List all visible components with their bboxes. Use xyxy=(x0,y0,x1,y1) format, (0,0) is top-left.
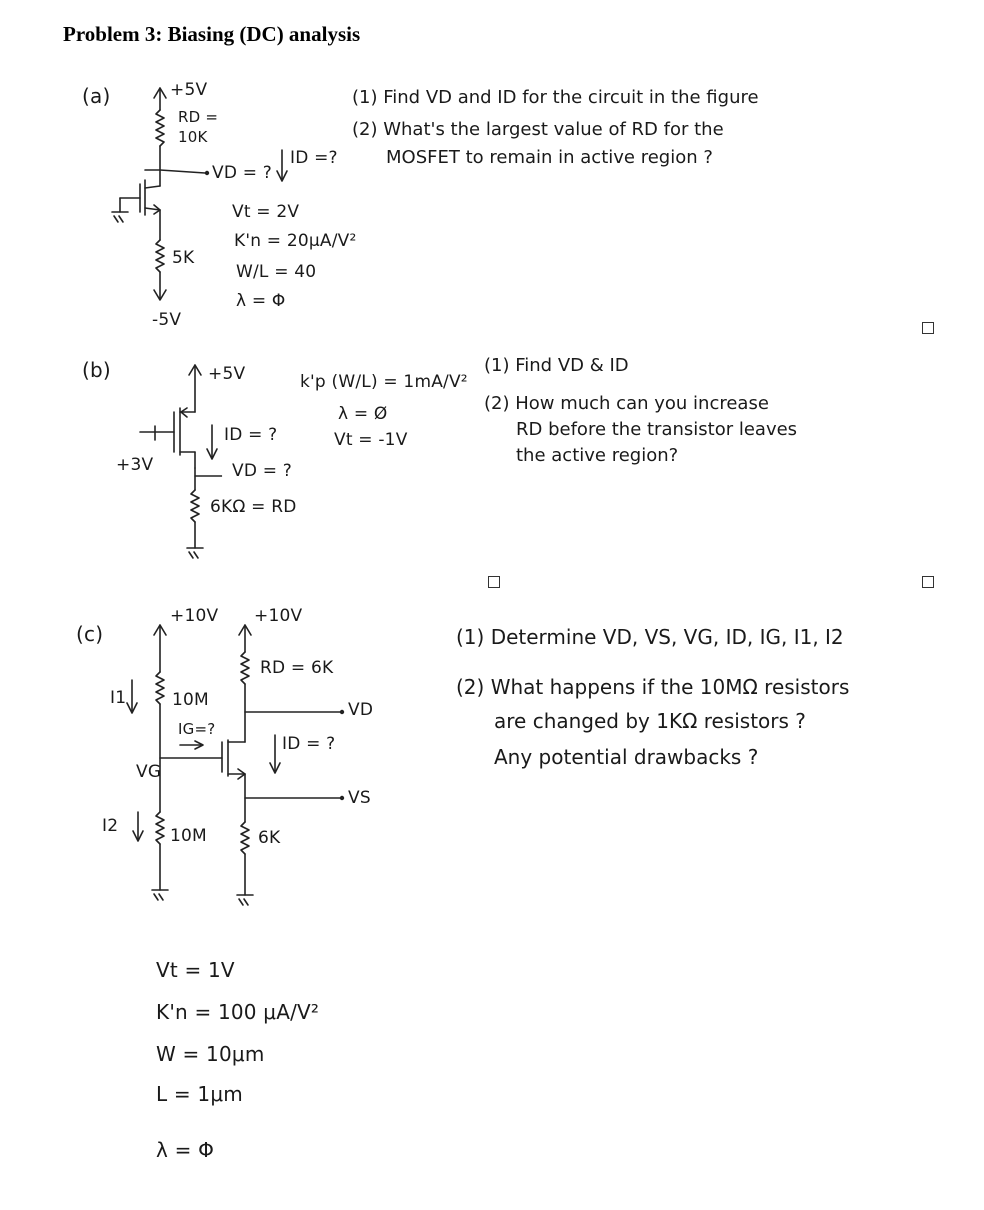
part-c-i1: I1 xyxy=(110,688,127,708)
part-a-kn: K'n = 20μA/V² xyxy=(234,231,357,251)
page-title: Problem 3: Biasing (DC) analysis xyxy=(63,22,361,46)
part-a-vss: -5V xyxy=(152,310,182,330)
part-a-question-2: (2) What's the largest value of RD for the xyxy=(352,119,724,140)
part-a-id-label: ID =? xyxy=(290,148,338,168)
checkbox-part-b-right[interactable] xyxy=(922,576,934,588)
part-c-r1: 10M xyxy=(172,690,209,710)
part-c-i2: I2 xyxy=(102,816,119,836)
part-c-rs: 6K xyxy=(258,828,281,848)
part-b-vd-label: VD = ? xyxy=(232,461,292,481)
part-b-question-2: (2) How much can you increase xyxy=(484,393,769,414)
part-a-rd-value: 10K xyxy=(178,128,208,146)
part-a-wl: W/L = 40 xyxy=(236,262,317,282)
part-c-vs: VS xyxy=(348,788,371,808)
part-a-vt: Vt = 2V xyxy=(232,202,300,222)
part-c-vg: VG xyxy=(136,762,162,782)
part-c-r2: 10M xyxy=(170,826,207,846)
part-b-kp: k'p (W/L) = 1mA/V² xyxy=(300,372,468,392)
part-a-label: (a) xyxy=(82,84,111,108)
part-a-vd-label: VD = ? xyxy=(212,163,272,183)
part-a-question-2b: MOSFET to remain in active region ? xyxy=(386,147,713,168)
part-b-vg: +3V xyxy=(116,455,154,475)
part-c-label: (c) xyxy=(76,622,104,646)
part-a-lambda: λ = Φ xyxy=(236,291,286,311)
part-b-question-2b: RD before the transistor leaves xyxy=(516,419,798,440)
part-c-l: L = 1μm xyxy=(156,1082,243,1106)
part-b-rd-label: 6KΩ = RD xyxy=(210,497,297,517)
part-b-question-2c: the active region? xyxy=(516,445,679,466)
part-c-vdd-left: +10V xyxy=(170,606,219,626)
part-c-kn: K'n = 100 μA/V² xyxy=(156,1000,320,1024)
part-c-vt: Vt = 1V xyxy=(156,958,235,982)
part-b-lambda: λ = Ø xyxy=(338,404,388,424)
part-b-vdd: +5V xyxy=(208,364,246,384)
part-c-question-2b: are changed by 1KΩ resistors ? xyxy=(494,709,806,733)
part-a-rd-name: RD = xyxy=(178,108,219,126)
checkbox-part-a[interactable] xyxy=(922,322,934,334)
part-c-lambda: λ = Φ xyxy=(156,1138,215,1162)
part-a-question-1: (1) Find VD and ID for the circuit in the figure xyxy=(352,87,759,108)
part-c-ig: IG=? xyxy=(178,720,216,738)
part-c-question-2: (2) What happens if the 10MΩ resistors xyxy=(456,675,850,699)
part-c-question-1: (1) Determine VD, VS, VG, ID, IG, I1, I2 xyxy=(456,625,844,649)
part-b-vt: Vt = -1V xyxy=(334,430,408,450)
part-c-w: W = 10μm xyxy=(156,1042,265,1066)
part-c-vdd-right: +10V xyxy=(254,606,303,626)
part-c-vd: VD xyxy=(348,700,374,720)
part-c-id: ID = ? xyxy=(282,734,336,754)
part-b-id-label: ID = ? xyxy=(224,425,278,445)
part-b-label: (b) xyxy=(82,358,111,382)
part-c-rd: RD = 6K xyxy=(260,658,334,678)
part-a-rs-value: 5K xyxy=(172,248,195,268)
checkbox-part-b-left[interactable] xyxy=(488,576,500,588)
part-b-question-1: (1) Find VD & ID xyxy=(484,355,629,376)
part-c-question-2c: Any potential drawbacks ? xyxy=(494,745,759,769)
part-a-vdd: +5V xyxy=(170,80,208,100)
